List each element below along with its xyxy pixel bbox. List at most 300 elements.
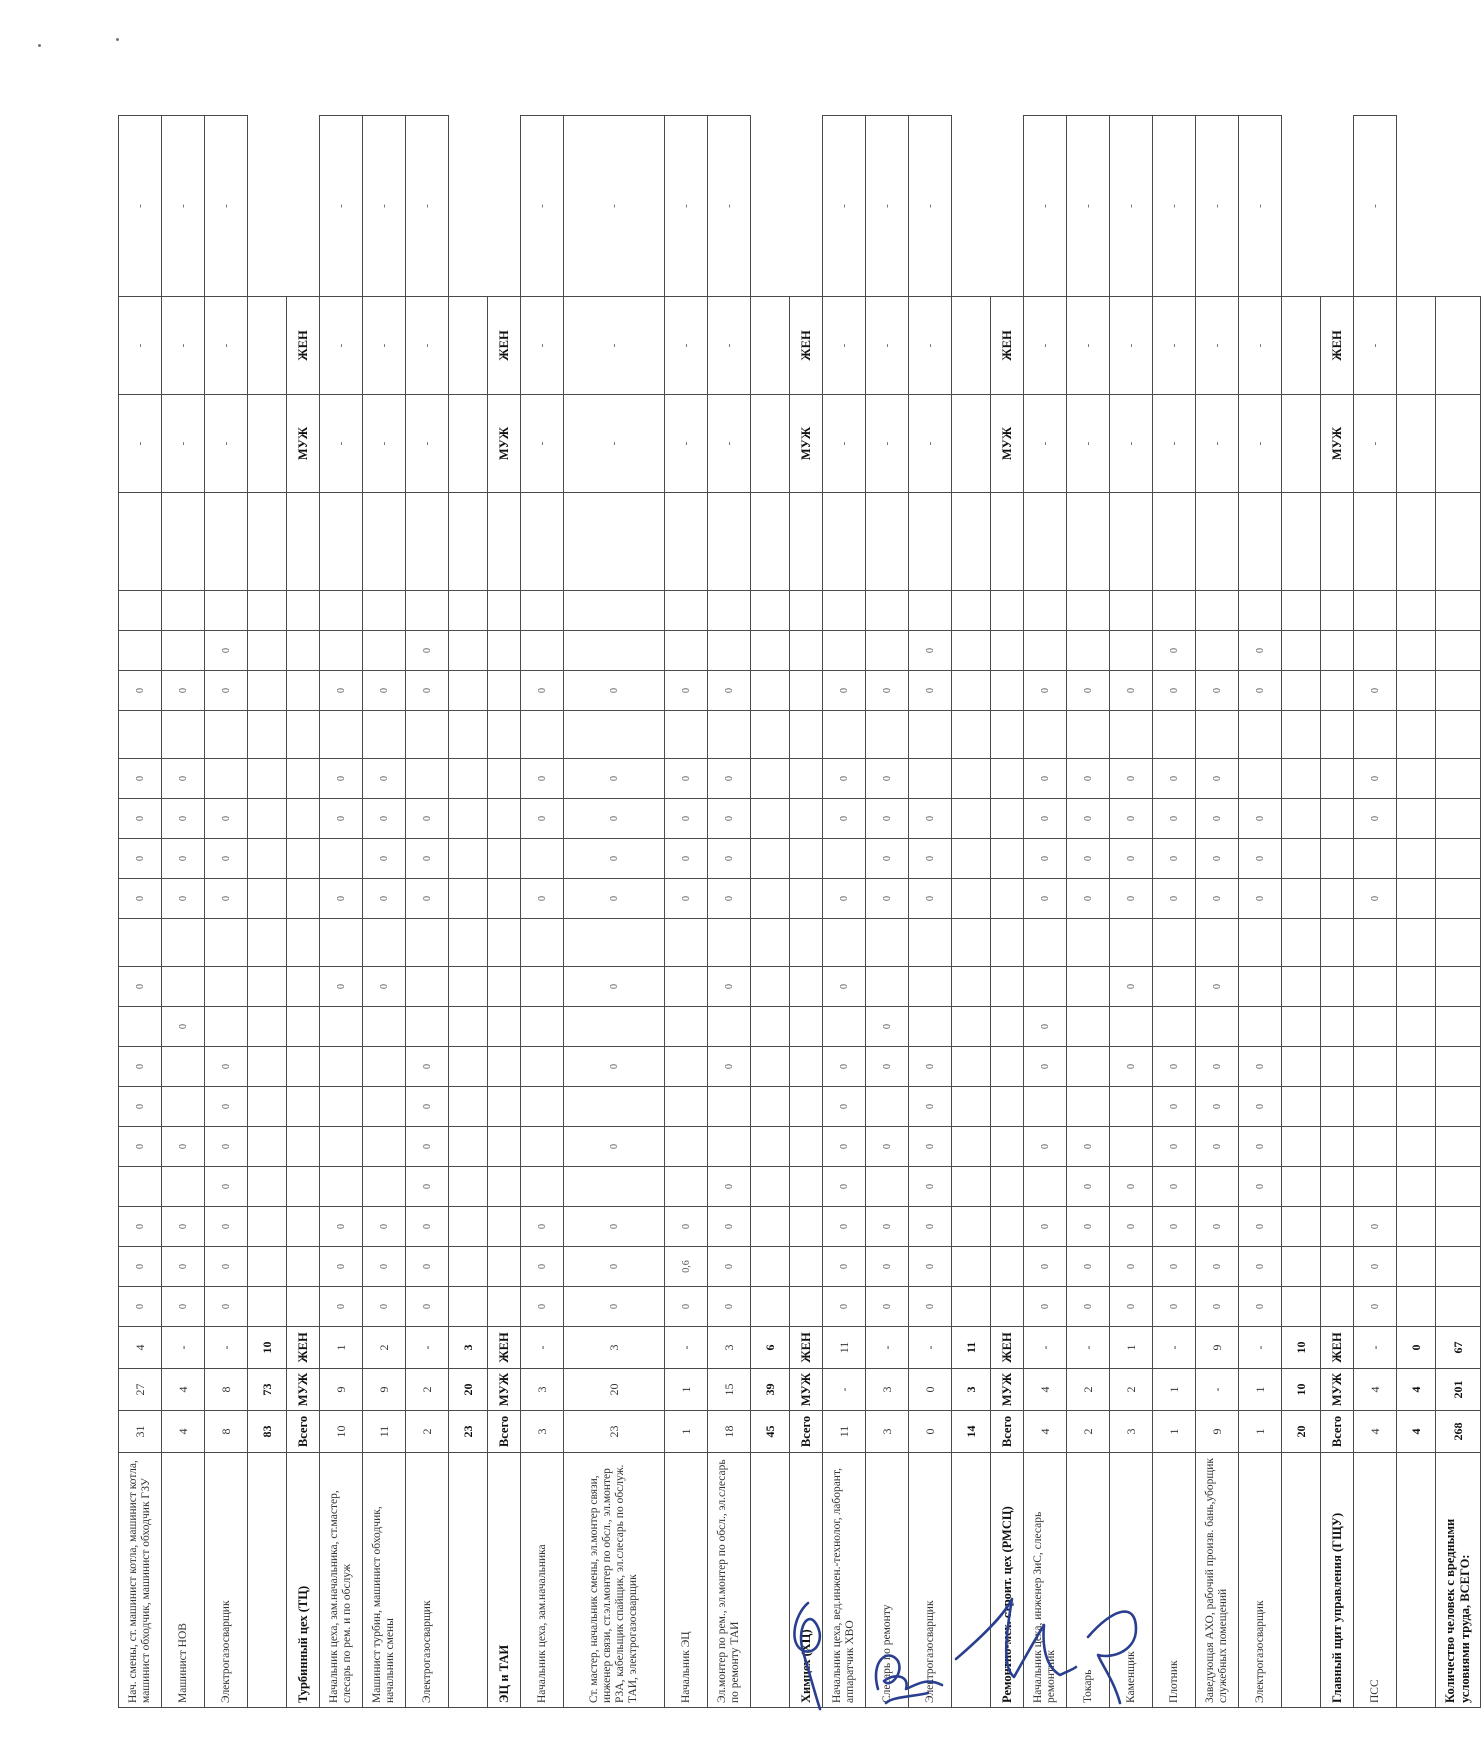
factor-cell: 0 <box>205 1207 248 1247</box>
table-row <box>119 116 162 1708</box>
empty-cell <box>1436 493 1481 591</box>
total-count: 4 <box>1354 1411 1397 1453</box>
empty-cell <box>790 1127 823 1167</box>
empty-cell <box>952 395 991 493</box>
factor-cell <box>521 967 564 1007</box>
factor-cell: 0 <box>564 967 665 1007</box>
factor-cell <box>1024 967 1067 1007</box>
factor-cell <box>708 1087 751 1127</box>
empty-cell <box>952 1007 991 1047</box>
empty-cell <box>751 711 790 759</box>
factor-cell: 0 <box>1239 879 1282 919</box>
male-count: 4 <box>1024 1369 1067 1411</box>
factor-cell <box>320 1007 363 1047</box>
factor-cell: 0 <box>1110 799 1153 839</box>
position-name: Эл.монтер по рем., эл.монтер по обсл., эл.слесарь по ремонту ТАИ <box>708 1453 751 1708</box>
factor-cell: - <box>119 297 162 395</box>
factor-cell <box>665 591 708 631</box>
empty-cell <box>1436 1287 1481 1327</box>
factor-cell <box>564 631 665 671</box>
header-male-group: МУЖ <box>1321 395 1354 493</box>
summary-row <box>751 116 790 1708</box>
empty-cell <box>991 839 1024 879</box>
factor-cell: - <box>521 116 564 297</box>
empty-cell <box>488 799 521 839</box>
empty-cell <box>449 1287 488 1327</box>
empty-cell <box>991 671 1024 711</box>
factor-cell: - <box>708 395 751 493</box>
factor-cell: 0 <box>708 879 751 919</box>
table-row <box>162 116 205 1708</box>
empty-cell <box>952 1047 991 1087</box>
empty-cell <box>952 1247 991 1287</box>
factor-cell: - <box>205 116 248 297</box>
empty-cell <box>991 1007 1024 1047</box>
factor-cell <box>1067 919 1110 967</box>
female-count: - <box>909 1327 952 1369</box>
female-count: - <box>1153 1327 1196 1369</box>
factor-cell: 0 <box>363 799 406 839</box>
empty-cell <box>1436 631 1481 671</box>
factor-cell: 0 <box>866 671 909 711</box>
factor-cell: 0 <box>1110 1287 1153 1327</box>
female-count: - <box>162 1327 205 1369</box>
empty-cell <box>1282 297 1321 395</box>
position-name: Начальник цеха, зам.начальника, ст.мастер, слесарь по рем. и по обслуж <box>320 1453 363 1708</box>
empty-cell <box>1321 967 1354 1007</box>
factor-cell: 0 <box>406 1127 449 1167</box>
factor-cell: 0 <box>1239 839 1282 879</box>
header-female: ЖЕН <box>790 1327 823 1369</box>
factor-cell <box>866 919 909 967</box>
empty-cell <box>287 1007 320 1047</box>
empty-cell <box>488 671 521 711</box>
factor-cell <box>320 839 363 879</box>
factor-cell <box>1239 759 1282 799</box>
empty-cell <box>1282 1047 1321 1087</box>
header-female: ЖЕН <box>1321 1327 1354 1369</box>
empty-cell <box>1282 671 1321 711</box>
empty-cell <box>1321 1247 1354 1287</box>
empty-cell <box>1321 799 1354 839</box>
factor-cell <box>1024 631 1067 671</box>
factor-cell: 0 <box>1196 671 1239 711</box>
header-female: ЖЕН <box>991 1327 1024 1369</box>
factor-cell: - <box>909 395 952 493</box>
factor-cell: 0 <box>119 1087 162 1127</box>
factor-cell <box>1110 591 1153 631</box>
factor-cell <box>363 1047 406 1087</box>
factor-cell <box>665 711 708 759</box>
factor-cell: 0 <box>1196 967 1239 1007</box>
factor-cell: 0 <box>119 1127 162 1167</box>
factor-cell <box>1067 711 1110 759</box>
empty-cell <box>751 1127 790 1167</box>
factor-cell <box>363 1007 406 1047</box>
factor-cell <box>363 1167 406 1207</box>
factor-cell <box>205 591 248 631</box>
factor-cell <box>1239 1007 1282 1047</box>
scan-speck <box>116 38 119 41</box>
male-count: 2 <box>1067 1369 1110 1411</box>
empty-cell <box>1321 711 1354 759</box>
factor-cell: 0 <box>564 799 665 839</box>
factor-cell <box>205 759 248 799</box>
factor-cell <box>320 1127 363 1167</box>
factor-cell: 0 <box>1024 1207 1067 1247</box>
factor-cell: - <box>909 116 952 297</box>
factor-cell: 0 <box>1153 1207 1196 1247</box>
factor-cell: 0 <box>909 839 952 879</box>
empty-cell <box>1397 1167 1436 1207</box>
factor-cell <box>866 967 909 1007</box>
factor-cell: 0 <box>1067 759 1110 799</box>
factor-cell <box>1354 1087 1397 1127</box>
empty-cell <box>751 879 790 919</box>
female-count: 3 <box>708 1327 751 1369</box>
empty-cell <box>751 671 790 711</box>
table-row <box>1239 116 1282 1708</box>
empty-cell <box>449 967 488 1007</box>
factor-cell: 0 <box>162 1287 205 1327</box>
table-body <box>119 116 1481 1708</box>
empty-cell <box>1282 1247 1321 1287</box>
female-count: 2 <box>363 1327 406 1369</box>
male-count: 3 <box>866 1369 909 1411</box>
factor-cell: - <box>1239 116 1282 297</box>
empty-cell <box>488 493 521 591</box>
factor-cell: 0 <box>119 839 162 879</box>
factor-cell: 0 <box>1239 1127 1282 1167</box>
factor-cell: 0 <box>823 879 866 919</box>
table-row <box>823 116 866 1708</box>
factor-cell <box>909 967 952 1007</box>
factor-cell <box>1153 967 1196 1007</box>
factor-cell: 0 <box>708 799 751 839</box>
factor-cell <box>320 919 363 967</box>
factor-cell: 0 <box>1196 1207 1239 1247</box>
grand-total-female: 67 <box>1436 1327 1481 1369</box>
factor-cell <box>1239 493 1282 591</box>
empty-cell <box>488 591 521 631</box>
empty-cell <box>751 591 790 631</box>
factor-cell <box>1354 1127 1397 1167</box>
factor-cell: - <box>205 297 248 395</box>
empty-cell <box>952 759 991 799</box>
empty-cell <box>449 1047 488 1087</box>
factor-cell: 0,6 <box>665 1247 708 1287</box>
empty-cell <box>790 1087 823 1127</box>
position-name: Плотник <box>1153 1453 1196 1708</box>
empty-cell <box>1436 1007 1481 1047</box>
factor-cell: - <box>363 395 406 493</box>
empty-cell <box>1436 1127 1481 1167</box>
factor-cell: - <box>406 297 449 395</box>
empty-cell <box>991 1087 1024 1127</box>
factor-cell <box>205 919 248 967</box>
empty-cell <box>751 1287 790 1327</box>
empty-cell <box>1397 1207 1436 1247</box>
factor-cell <box>162 1087 205 1127</box>
empty-cell <box>1321 591 1354 631</box>
section-title: Главный щит управления (ГЩУ) <box>1321 1453 1354 1708</box>
factor-cell: - <box>119 395 162 493</box>
factor-cell: 0 <box>665 1207 708 1247</box>
empty-cell <box>1321 839 1354 879</box>
summary-female: 3 <box>449 1327 488 1369</box>
factor-cell <box>1024 1087 1067 1127</box>
factor-cell: 0 <box>1239 1247 1282 1287</box>
empty-cell <box>449 1207 488 1247</box>
empty-cell <box>790 1207 823 1247</box>
summary-total: 23 <box>449 1411 488 1453</box>
empty-cell <box>1397 967 1436 1007</box>
factor-cell: - <box>866 395 909 493</box>
empty-cell <box>751 297 790 395</box>
empty-cell <box>991 967 1024 1007</box>
summary-row <box>449 116 488 1708</box>
factor-cell: 0 <box>1153 631 1196 671</box>
factor-cell <box>866 493 909 591</box>
factor-cell <box>665 1047 708 1087</box>
factor-cell: 0 <box>1239 799 1282 839</box>
factor-cell: 0 <box>1110 759 1153 799</box>
summary-male: 73 <box>248 1369 287 1411</box>
factor-cell: - <box>1110 116 1153 297</box>
empty-cell <box>287 759 320 799</box>
factor-cell: - <box>1153 395 1196 493</box>
summary-total: 83 <box>248 1411 287 1453</box>
empty-cell <box>287 1207 320 1247</box>
factor-cell <box>708 493 751 591</box>
factor-cell <box>363 631 406 671</box>
factor-cell <box>909 759 952 799</box>
section-header-row <box>488 116 521 1708</box>
male-count: 15 <box>708 1369 751 1411</box>
section-title: Химцех (ХЦ) <box>790 1453 823 1708</box>
factor-cell <box>119 1007 162 1047</box>
empty-cell <box>952 879 991 919</box>
total-count: 3 <box>1110 1411 1153 1453</box>
factor-cell <box>665 1167 708 1207</box>
empty-cell <box>488 1127 521 1167</box>
factor-cell: 0 <box>406 839 449 879</box>
factor-cell: 0 <box>1354 759 1397 799</box>
empty-cell <box>248 1047 287 1087</box>
empty-cell <box>488 711 521 759</box>
factor-cell: 0 <box>1239 1047 1282 1087</box>
factor-cell: 0 <box>708 1287 751 1327</box>
factor-cell: - <box>823 395 866 493</box>
factor-cell: 0 <box>866 1207 909 1247</box>
factor-cell: 0 <box>521 1247 564 1287</box>
table-row <box>1024 116 1067 1708</box>
empty-cell <box>287 631 320 671</box>
factor-cell <box>406 919 449 967</box>
empty-cell <box>449 1127 488 1167</box>
male-count: 1 <box>1239 1369 1282 1411</box>
factor-cell: 0 <box>1067 879 1110 919</box>
empty-cell <box>248 631 287 671</box>
factor-cell: - <box>162 116 205 297</box>
factor-cell: 0 <box>665 799 708 839</box>
table-row <box>1354 116 1397 1708</box>
factor-cell: 0 <box>564 1047 665 1087</box>
total-count: 11 <box>823 1411 866 1453</box>
factor-cell: - <box>406 395 449 493</box>
table-row <box>665 116 708 1708</box>
factor-cell: - <box>1354 116 1397 297</box>
empty-cell <box>790 711 823 759</box>
factor-cell <box>1067 493 1110 591</box>
factor-cell: 0 <box>363 879 406 919</box>
factor-cell: 0 <box>665 671 708 711</box>
factor-cell: 0 <box>1067 839 1110 879</box>
factor-cell: 0 <box>1153 759 1196 799</box>
factor-cell <box>708 1007 751 1047</box>
grand-total: 268 <box>1436 1411 1481 1453</box>
factor-cell: 0 <box>1239 1207 1282 1247</box>
empty-cell <box>790 591 823 631</box>
position-name: Начальник цеха, вед.инжен.-технолог, лаборант, аппаратчик ХВО <box>823 1453 866 1708</box>
factor-cell: 0 <box>564 1287 665 1327</box>
empty-cell <box>287 1247 320 1287</box>
factor-cell <box>162 711 205 759</box>
empty-cell <box>1282 1453 1321 1708</box>
table-row <box>205 116 248 1708</box>
factor-cell <box>363 711 406 759</box>
empty-cell <box>287 1047 320 1087</box>
factor-cell: - <box>708 116 751 297</box>
empty-cell <box>751 395 790 493</box>
factor-cell: 0 <box>521 879 564 919</box>
header-male: МУЖ <box>991 1369 1024 1411</box>
factor-cell <box>665 1127 708 1167</box>
factor-cell: 0 <box>1153 1127 1196 1167</box>
female-count: - <box>1067 1327 1110 1369</box>
factor-cell: 0 <box>363 1247 406 1287</box>
factor-cell: 0 <box>1024 1287 1067 1327</box>
empty-cell <box>488 1167 521 1207</box>
empty-cell <box>248 967 287 1007</box>
factor-cell <box>1196 631 1239 671</box>
factor-cell <box>1110 711 1153 759</box>
table-row <box>1067 116 1110 1708</box>
empty-cell <box>751 1007 790 1047</box>
factor-cell: 0 <box>205 1127 248 1167</box>
empty-cell <box>449 1167 488 1207</box>
factor-cell: 0 <box>521 1207 564 1247</box>
empty-cell <box>1282 1207 1321 1247</box>
factor-cell <box>1239 919 1282 967</box>
empty-cell <box>1282 759 1321 799</box>
position-name: Токарь <box>1067 1453 1110 1708</box>
table-row <box>1153 116 1196 1708</box>
factor-cell <box>1354 1047 1397 1087</box>
factor-cell <box>564 1007 665 1047</box>
empty-cell <box>751 1207 790 1247</box>
factor-cell: 0 <box>406 631 449 671</box>
empty-cell <box>952 1087 991 1127</box>
factor-cell: 0 <box>1153 1087 1196 1127</box>
factor-cell <box>1024 1167 1067 1207</box>
factor-cell: 0 <box>866 1047 909 1087</box>
factor-cell <box>320 711 363 759</box>
empty-cell <box>287 1167 320 1207</box>
empty-cell <box>1282 839 1321 879</box>
header-female-group: ЖЕН <box>488 297 521 395</box>
factor-cell: - <box>1196 297 1239 395</box>
factor-cell: 0 <box>1354 1207 1397 1247</box>
factor-cell: 0 <box>1239 631 1282 671</box>
male-count: 0 <box>909 1369 952 1411</box>
factor-cell <box>1354 919 1397 967</box>
position-name: Каменщик <box>1110 1453 1153 1708</box>
factor-cell: 0 <box>1024 1247 1067 1287</box>
position-name: Слесарь по ремонту <box>866 1453 909 1708</box>
factor-cell <box>564 1087 665 1127</box>
factor-cell <box>320 493 363 591</box>
factor-cell <box>406 759 449 799</box>
empty-cell <box>1397 1127 1436 1167</box>
summary-male: 4 <box>1397 1369 1436 1411</box>
header-male: МУЖ <box>1321 1369 1354 1411</box>
factor-cell: 0 <box>1110 671 1153 711</box>
empty-cell <box>449 631 488 671</box>
header-total: Всего <box>991 1411 1024 1453</box>
factor-cell: 0 <box>119 671 162 711</box>
empty-cell <box>952 799 991 839</box>
empty-cell <box>790 759 823 799</box>
factor-cell: 0 <box>406 1287 449 1327</box>
empty-cell <box>1397 297 1436 395</box>
factor-cell: - <box>1239 297 1282 395</box>
empty-cell <box>991 1167 1024 1207</box>
factor-cell: 0 <box>1024 1047 1067 1087</box>
factor-cell: 0 <box>1024 671 1067 711</box>
factor-cell: 0 <box>866 879 909 919</box>
position-name: Нач. смены, ст. машинист котла, машинист котла, машинист обходчик, машинист обходчик ГЗУ <box>119 1453 162 1708</box>
factor-cell: 0 <box>564 1207 665 1247</box>
empty-cell <box>449 395 488 493</box>
factor-cell: 0 <box>823 1087 866 1127</box>
factor-cell <box>1067 631 1110 671</box>
empty-cell <box>1436 671 1481 711</box>
factor-cell: - <box>363 297 406 395</box>
factor-cell: - <box>1354 297 1397 395</box>
total-count: 11 <box>363 1411 406 1453</box>
male-count: 4 <box>162 1369 205 1411</box>
factor-cell: 0 <box>162 671 205 711</box>
empty-cell <box>287 591 320 631</box>
harmful-conditions-table <box>118 115 1481 1708</box>
empty-cell <box>488 967 521 1007</box>
factor-cell <box>1196 591 1239 631</box>
empty-cell <box>248 1007 287 1047</box>
empty-cell <box>790 879 823 919</box>
header-male: МУЖ <box>287 1369 320 1411</box>
factor-cell <box>665 967 708 1007</box>
factor-cell <box>1196 711 1239 759</box>
total-count: 2 <box>1067 1411 1110 1453</box>
summary-total: 20 <box>1282 1411 1321 1453</box>
factor-cell <box>363 493 406 591</box>
scan-speck <box>38 44 41 47</box>
factor-cell: 0 <box>1067 799 1110 839</box>
empty-cell <box>449 919 488 967</box>
summary-female: 10 <box>1282 1327 1321 1369</box>
empty-cell <box>952 591 991 631</box>
